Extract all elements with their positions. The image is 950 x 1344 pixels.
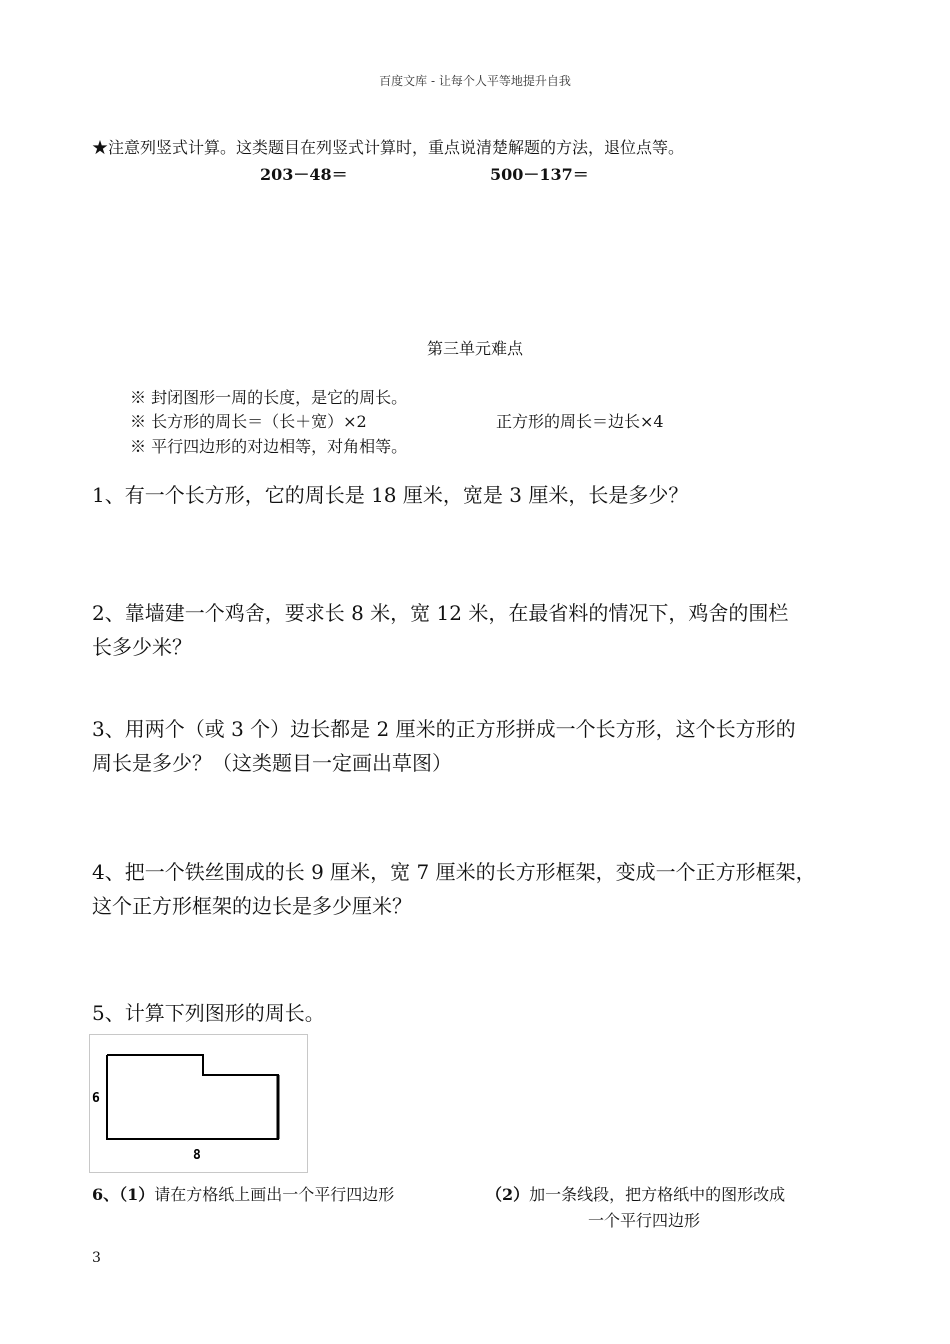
question-6-part-1-number: （1） [119,1185,155,1204]
question-6-prefix: 6、 [92,1185,120,1204]
page-header: 百度文库 - 让每个人平等地提升自我 [379,74,571,88]
question-2-line-1: 2、靠墙建一个鸡舍，要求长 8 米，宽 12 米，在最省料的情况下，鸡舍的围栏 [92,601,789,625]
page-number: 3 [92,1250,101,1266]
question-1: 1、有一个长方形，它的周长是 18 厘米，宽是 3 厘米，长是多少？ [92,483,689,507]
question-2-line-2: 长多少米？ [92,635,192,659]
calc-expression-1: 203－48＝ [260,165,348,184]
question-5: 5、计算下列图形的周长。 [92,1001,325,1025]
question-6-part-1-text: 请在方格纸上画出一个平行四边形 [154,1185,395,1204]
question-6-part-2-number: （2） [486,1185,530,1204]
figure-shape-outline [107,1055,278,1139]
unit-title: 第三单元难点 [426,339,523,358]
question-6-part-1 [92,1182,394,1205]
note-rectangle-perimeter: ※ 长方形的周长＝（长＋宽）×2 [130,412,367,431]
question-4-line-1: 4、把一个铁丝围成的长 9 厘米，宽 7 厘米的长方形框架，变成一个正方形框架， [92,860,816,884]
calc-tip: ★注意列竖式计算。这类题目在列竖式计算时，重点说清楚解题的方法，退位点等。 [92,138,685,157]
note-parallelogram: ※ 平行四边形的对边相等，对角相等。 [130,437,408,456]
note-square-perimeter: 正方形的周长＝边长×4 [496,412,664,431]
question-6-part-2-continued: 一个平行四边形 [588,1211,701,1230]
figure-side-label: 6 [92,1091,100,1106]
calc-expression-2: 500－137＝ [490,165,589,184]
perimeter-figure [89,1034,308,1173]
perimeter-figure-svg [90,1035,309,1174]
question-3-line-2: 周长是多少？（这类题目一定画出草图） [92,751,452,775]
question-6-part-2-text: 加一条线段，把方格纸中的图形改成 [529,1185,786,1204]
question-4-line-2: 这个正方形框架的边长是多少厘米？ [92,894,412,918]
note-perimeter-definition: ※ 封闭图形一周的长度，是它的周长。 [130,388,408,407]
question-6-part-2 [486,1182,785,1205]
question-3-line-1: 3、用两个（或 3 个）边长都是 2 厘米的正方形拼成一个长方形，这个长方形的 [92,717,796,741]
figure-bottom-label: 8 [193,1148,201,1163]
